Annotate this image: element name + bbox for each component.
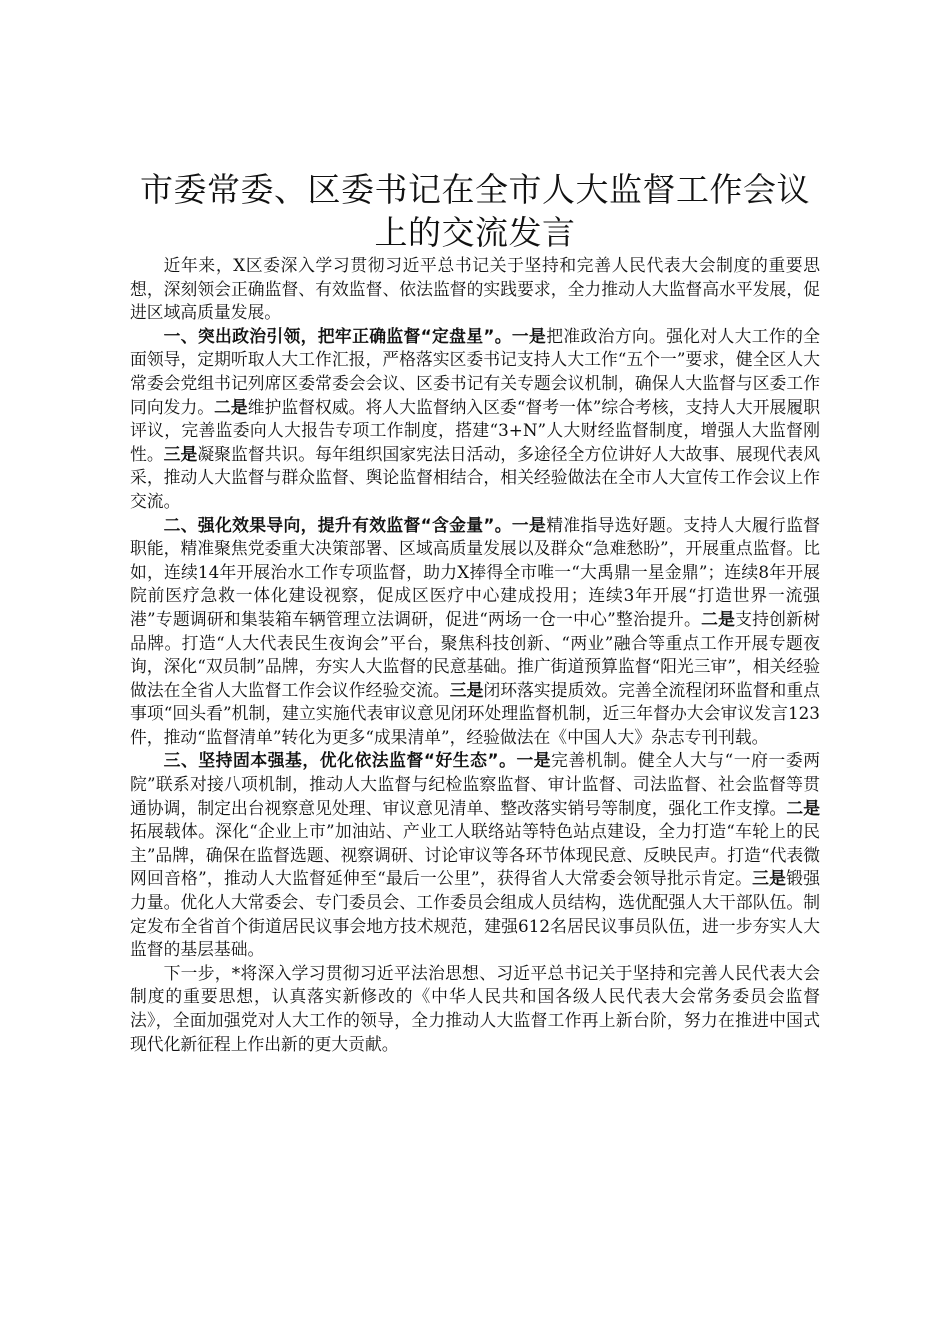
section-3-keyword-3: 三是 xyxy=(752,868,787,889)
closing-paragraph: 下一步，*将深入学习贯彻习近平法治思想、习近平总书记关于坚持和完善人民代表大会制度的重要思想，认真落实新修改的《中华人民共和国各级人民代表大会常务委员会监督法》，全面加强党对人大工作的领导，全力推动人大监督工作再上新台阶，努力在推进中国式现代化新征程上作出新的更大贡献。 xyxy=(130,962,820,1054)
title-line-2: 上的交流发言 xyxy=(374,213,576,252)
document-page xyxy=(130,168,820,1056)
section-3-text-2: 拓展载体。深化“企业上市”加油站、产业工人联络站等特色站点建设，全力打造“车轮上的民主”品牌，确保在监督选题、视察调研、讨论审议等各环节体现民意、反映民声。打造“代表微网回音格”，推动人大监督延伸至“最后一公里”，获得省人大常委会领导批示肯定。 xyxy=(130,821,820,889)
section-2-text-2: 支持创新树品牌。打造“人大代表民生夜询会”平台，聚焦科技创新、“两业”融合等重点工作开展专题夜询，深化“双员制”品牌，夯实人大监督的民意基础。推广街道预算监督“阳光三审”，相关经验做法在全省人大监督工作会议作经验交流。 xyxy=(130,608,820,700)
section-2-keyword-2: 二是 xyxy=(701,608,736,629)
document-title xyxy=(130,168,820,254)
section-3-keyword-2: 二是 xyxy=(786,797,820,818)
section-3-keyword-1: 一是 xyxy=(516,750,552,771)
section-2-keyword-1: 一是 xyxy=(511,514,547,535)
section-1-text-3: 凝聚监督共识。每年组织国家宪法日活动，多途径全方位讲好人大故事、展现代表风采，推动人大监督与群众监督、舆论监督相结合，相关经验做法在全市人大宣传工作会议上作交流。 xyxy=(130,443,820,511)
section-1-keyword-3: 三是 xyxy=(163,443,198,464)
section-1-keyword-2: 二是 xyxy=(214,396,248,417)
title-line-1: 市委常委、区委书记在全市人大监督工作会议 xyxy=(140,170,810,209)
section-3-heading: 三、坚持固本强基，优化依法监督“好生态”。 xyxy=(163,750,517,771)
section-1-paragraph xyxy=(130,325,820,514)
intro-paragraph: 近年来，X区委深入学习贯彻习近平总书记关于坚持和完善人民代表大会制度的重要思想，深刻领会正确监督、有效监督、依法监督的实践要求，全力推动人大监督高水平发展，促进区域高质量发展。 xyxy=(130,255,820,323)
section-2-text-3: 闭环落实提质效。完善全流程闭环监督和重点事项“回头看”机制，建立实施代表审议意见闭环处理监督机制，近三年督办大会审议发言123件，推动“监督清单”转化为更多“成果清单”，经验做法在《中国人大》杂志专刊刊载。 xyxy=(130,679,820,747)
section-2-paragraph xyxy=(130,514,820,750)
section-2-text-1: 精准指导选好题。支持人大履行监督职能，精准聚焦党委重大决策部署、区域高质量发展以及群众“急难愁盼”，开展重点监督。比如，连续14年开展治水工作专项监督，助力X捧得全市唯一“大禹鼎一星金鼎”；连续8年开展院前医疗急救一体化建设视察，促成区医疗中心建成投用；连续3年开展“打造世界一流强港”专题调研和集装箱车辆管理立法调研，促进“两场一仓一中心”整治提升。 xyxy=(130,514,820,629)
section-3-paragraph xyxy=(130,749,820,961)
section-1-heading: 一、突出政治引领，把牢正确监督“定盘星”。 xyxy=(163,325,512,346)
section-1-text-2: 维护监督权威。将人大监督纳入区委“督考一体”综合考核，支持人大开展履职评议，完善监委向人大报告专项工作制度，搭建“3+N”人大财经监督制度，增强人大监督刚性。 xyxy=(130,396,820,464)
section-1-text-1: 把准政治方向。强化对人大工作的全面领导，定期听取人大工作汇报，严格落实区委书记支持人大工作“五个一”要求，健全区人大常委会党组书记列席区委常委会会议、区委书记有关专题会议机制，确保人大监督与区委工作同向发力。 xyxy=(130,325,820,417)
section-1-keyword-1: 一是 xyxy=(511,325,547,346)
section-3-text-3: 锻强力量。优化人大常委会、专门委员会、工作委员会组成人员结构，选优配强人大干部队伍。制定发布全省首个街道居民议事会地方技术规范，建强612名居民议事员队伍，进一步夯实人大监督的基层基础。 xyxy=(130,868,820,960)
section-2-heading: 二、强化效果导向，提升有效监督“含金量”。 xyxy=(163,514,512,535)
section-2-keyword-3: 三是 xyxy=(449,679,484,700)
section-3-text-1: 完善机制。健全人大与“一府一委两院”联系对接八项机制，推动人大监督与纪检监察监督、审计监督、司法监督、社会监督等贯通协调，制定出台视察意见处理、审议意见清单、整改落实销号等制度，强化工作支撑。 xyxy=(130,750,820,818)
